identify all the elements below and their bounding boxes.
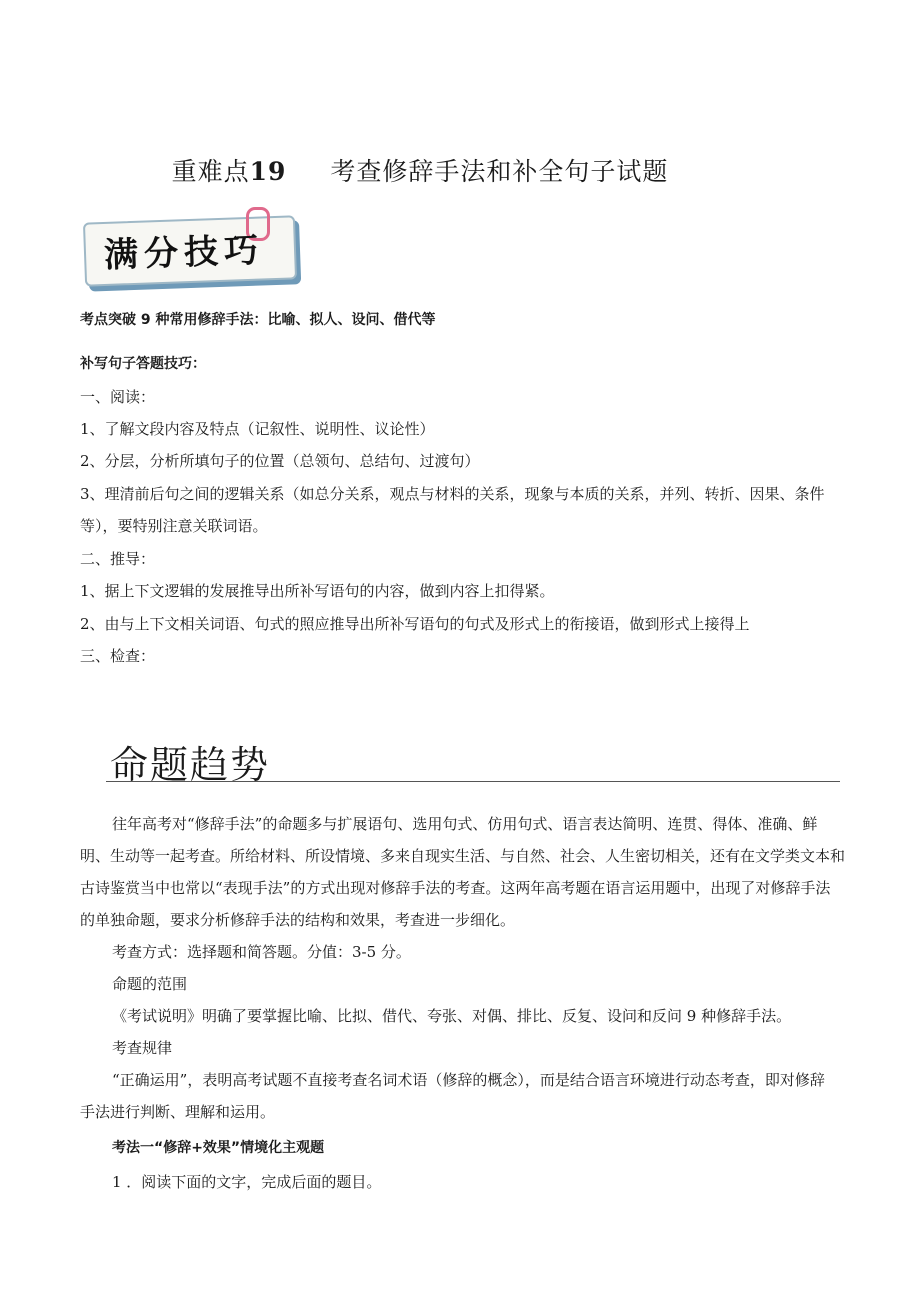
tips-line: 二、推导： — [80, 550, 156, 568]
tips-line: 三、检查： — [80, 647, 156, 665]
tips-heading-2: 补写句子答题技巧： — [80, 356, 206, 372]
trend-paragraph-line: 明、生动等一起考查。所给材料、所设情境、多来自现实生活、与自然、社会、人生密切相关，还有在文学类文本和 — [80, 847, 846, 865]
rule-text-line: “正确运用”，表明高考试题不直接考查名词术语（修辞的概念），而是结合语言环境进行动态考查，即对修辞 — [112, 1071, 825, 1089]
trend-heading: 命题趋势 — [110, 743, 271, 787]
trend-paragraph-line: 的单独命题，要求分析修辞手法的结构和效果，考查进一步细化。 — [80, 911, 516, 929]
tips-line: 1、了解文段内容及特点（记叙性、说明性、议论性） — [80, 420, 435, 438]
title-text: 考查修辞手法和补全句子试题 — [330, 157, 669, 186]
tips-line: 2、分层，分析所填句子的位置（总领句、总结句、过渡句） — [80, 452, 480, 470]
scope-label: 命题的范围 — [112, 975, 188, 993]
tips-line: 2、由与上下文相关词语、句式的照应推导出所补写语句的句式及形式上的衔接语，做到形式上接得上 — [80, 615, 750, 633]
tips-line: 3、理清前后句之间的逻辑关系（如总分关系，观点与材料的关系，现象与本质的关系，并列、转折、因果、条件 — [80, 485, 825, 503]
banner-label: 满分技巧 — [103, 230, 265, 276]
tips-heading-1: 考点突破 9 种常用修辞手法：比喻、拟人、设问、借代等 — [80, 312, 436, 328]
tips-line: 等），要特别注意关联词语。 — [80, 517, 268, 535]
trend-paragraph-line: 古诗鉴赏当中也常以“表现手法”的方式出现对修辞手法的考查。这两年高考题在语言运用题中，出现了对修辞手法 — [80, 879, 831, 897]
exam-method: 考查方式：选择题和简答题。分值：3-5 分。 — [112, 943, 411, 961]
title-number: 19 — [249, 157, 287, 186]
scope-text: 《考试说明》明确了要掌握比喻、比拟、借代、夸张、对偶、排比、反复、设问和反问 9 种修辞手法。 — [112, 1007, 792, 1025]
title-prefix: 重难点 — [171, 157, 250, 186]
rule-label: 考查规律 — [112, 1039, 173, 1057]
trend-paragraph-line: 往年高考对“修辞手法”的命题多与扩展语句、选用句式、仿用句式、语言表达简明、连贯、得体、准确、鲜 — [112, 815, 818, 833]
method1-heading: 考法一“修辞+效果”情境化主观题 — [112, 1140, 325, 1156]
rule-text-line: 手法进行判断、理解和运用。 — [80, 1103, 276, 1121]
page-title — [0, 152, 840, 188]
tips-line: 一、阅读： — [80, 388, 156, 406]
tips-line: 1、据上下文逻辑的发展推导出所补写语句的内容，做到内容上扣得紧。 — [80, 582, 555, 600]
banner-full-score-tips — [84, 213, 298, 283]
question-1: 1 ．阅读下面的文字，完成后面的题目。 — [112, 1173, 382, 1191]
section-divider — [106, 781, 840, 782]
